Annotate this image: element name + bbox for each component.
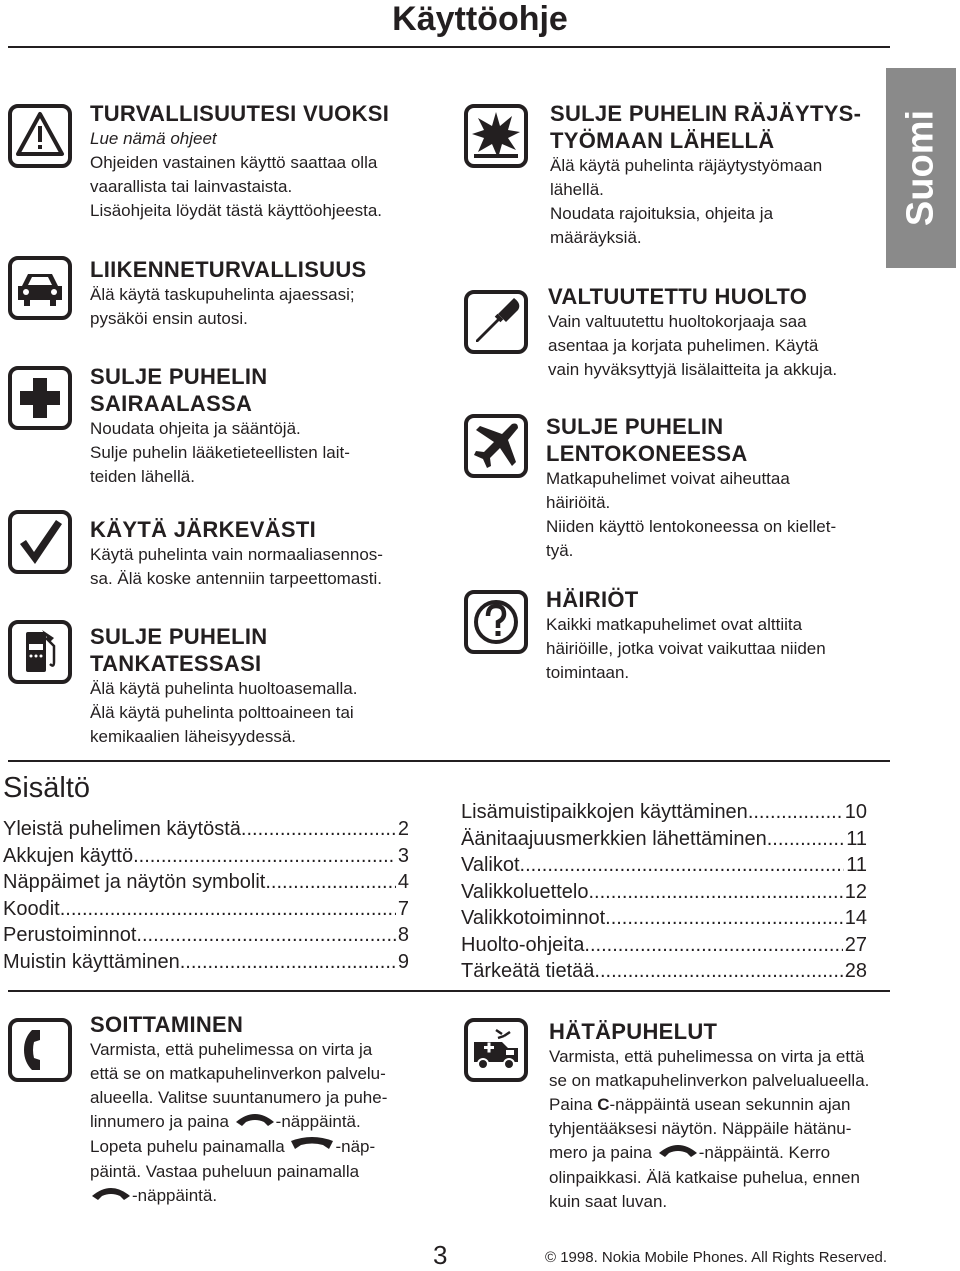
section-line: tyhjentääksesi näytön. Näppäile hätänu- <box>549 1119 852 1138</box>
toc-leader <box>594 958 842 985</box>
section-line: päintä. Vastaa puheluun painamalla <box>90 1162 360 1182</box>
section-line: teiden lähellä. <box>90 467 195 486</box>
contents-heading: Sisältö <box>3 772 91 804</box>
toc-entry[interactable] <box>461 879 867 906</box>
fuel-pump-icon <box>8 620 72 684</box>
section-emergency-calls <box>549 1018 889 1214</box>
toc-leader <box>584 932 842 959</box>
section-line: kuin saat luvan. <box>549 1192 668 1212</box>
section-heading: KÄYTÄ JÄRKEVÄSTI <box>90 517 317 542</box>
section-line: Ohjeiden vastainen käyttö saattaa olla <box>90 153 378 172</box>
toc-entry[interactable] <box>461 826 867 853</box>
toc-leader <box>241 816 396 843</box>
line-text: -näppäintä. Kerro <box>698 1143 831 1162</box>
section-line: toimintaan. <box>546 663 630 682</box>
toc-label: Akkujen käyttö <box>3 844 134 867</box>
toc-label: Valikot <box>461 854 520 876</box>
phone-handset-icon <box>8 1018 72 1082</box>
toc-leader <box>180 949 396 976</box>
toc-label: Tärkeätä tietää <box>461 960 595 982</box>
section-line: häiriöille, jotka voivat vaikuttaa niiden <box>546 639 826 658</box>
section-service <box>548 283 888 382</box>
toc-entry[interactable] <box>3 869 409 896</box>
c-key-label: C <box>597 1095 610 1114</box>
call-key-icon <box>657 1141 699 1166</box>
toc-label: Perustoiminnot <box>3 924 137 946</box>
section-heading-2: TYÖMAAN LÄHELLÄ <box>550 128 775 153</box>
section-heading-2: TANKATESSASI <box>90 651 262 676</box>
section-line: Sulje puhelin lääketieteellisten lait- <box>90 443 350 462</box>
toc-label: Valikkoluettelo <box>461 880 589 903</box>
toc-leader <box>588 879 842 906</box>
section-line: Vain valtuutettu huoltokorjaaja saa <box>548 312 807 331</box>
section-line: Noudata rajoituksia, ohjeita ja <box>550 204 774 223</box>
toc-page: 3 <box>397 844 409 867</box>
toc-label: Lisämuistipaikkojen käyttäminen <box>461 801 748 823</box>
airplane-icon <box>464 414 528 478</box>
section-heading: SULJE PUHELIN RÄJÄYTYS- <box>550 101 862 126</box>
toc-page: 4 <box>397 871 409 893</box>
section-use-sensibly <box>90 516 440 591</box>
section-line: häiriöitä. <box>546 493 611 512</box>
language-tab-label: Suomi <box>899 109 942 227</box>
toc-entry[interactable] <box>3 843 409 870</box>
car-icon <box>8 256 72 320</box>
section-aircraft <box>546 413 886 563</box>
toc-page: 28 <box>844 960 867 982</box>
toc-entry[interactable] <box>461 905 867 932</box>
checkmark-icon <box>8 510 72 574</box>
toc-page: 11 <box>846 827 867 850</box>
question-mark-icon <box>464 590 528 654</box>
section-line: Matkapuhelimet voivat aiheuttaa <box>546 469 790 488</box>
line-text: Paina <box>549 1095 598 1114</box>
toc-page: 12 <box>844 880 867 903</box>
section-traffic <box>90 256 440 331</box>
toc-page: 8 <box>397 924 409 946</box>
toc-leader <box>520 852 845 879</box>
line-text: linnumero ja paina <box>90 1112 229 1131</box>
section-line: asentaa ja korjata puhelimen. Käytä <box>548 336 819 355</box>
explosion-icon <box>464 104 528 168</box>
top-rule <box>8 46 890 48</box>
section-line <box>90 1184 430 1209</box>
section-line: Varmista, että puhelimessa on virta ja että <box>549 1047 865 1066</box>
section-line: se on matkapuhelinverkon palvelualueella. <box>549 1071 870 1090</box>
section-line: Noudata ohjeita ja sääntöjä. <box>90 419 301 438</box>
section-line: alueella. Valitse suuntanumero ja puhe- <box>90 1088 388 1107</box>
section-line: määräyksiä. <box>550 228 642 247</box>
section-heading-2: LENTOKONEESSA <box>546 441 748 466</box>
section-heading: TURVALLISUUTESI VUOKSI <box>90 101 390 126</box>
section-calling <box>90 1011 430 1209</box>
toc-page: 11 <box>846 854 867 876</box>
section-heading: HÄIRIÖT <box>546 587 639 612</box>
toc-leader <box>265 869 396 896</box>
toc-entry[interactable] <box>461 799 867 826</box>
call-key-icon <box>90 1184 132 1209</box>
contents-right-list <box>461 799 867 985</box>
section-line: Niiden käyttö lentokoneessa on kiellet- <box>546 517 837 536</box>
call-key-icon <box>234 1110 276 1135</box>
toc-entry[interactable] <box>3 816 409 843</box>
toc-entry[interactable] <box>3 896 409 923</box>
section-line: Varmista, että puhelimessa on virta ja <box>90 1040 373 1059</box>
toc-page: 14 <box>844 907 867 929</box>
toc-page: 7 <box>397 897 409 920</box>
toc-leader <box>767 826 845 853</box>
line-text: mero ja paina <box>549 1143 653 1162</box>
toc-leader <box>748 799 843 826</box>
section-heading: SULJE PUHELIN <box>90 364 268 389</box>
toc-entry[interactable] <box>461 932 867 959</box>
section-line: Älä käytä puhelinta huoltoasemalla. <box>90 679 358 698</box>
section-line: pysäköi ensin autosi. <box>90 309 248 328</box>
section-line: Älä käytä puhelinta räjäytystyömaan <box>550 156 823 175</box>
toc-label: Koodit <box>3 897 60 920</box>
toc-label: Yleistä puhelimen käytöstä <box>3 818 241 840</box>
toc-page: 9 <box>397 950 409 973</box>
section-line <box>90 1110 430 1135</box>
section-line: sa. Älä koske antenniin tarpeettomasti. <box>90 569 382 588</box>
section-interference <box>546 586 886 685</box>
section-heading: SULJE PUHELIN <box>546 414 724 439</box>
toc-label: Muistin käyttäminen <box>3 950 180 973</box>
toc-leader <box>605 905 843 932</box>
bottom-rule <box>8 990 890 992</box>
toc-label: Huolto-ohjeita <box>461 933 585 956</box>
toc-leader <box>133 843 396 870</box>
section-blasting <box>550 100 880 250</box>
copyright-notice: © 1998. Nokia Mobile Phones. All Rights Reserved. <box>545 1249 888 1266</box>
section-line: lähellä. <box>550 180 604 199</box>
section-safety <box>90 100 440 223</box>
line-text: -näppäintä. <box>132 1186 218 1206</box>
line-text: Lopeta puhelu painamalla <box>90 1137 285 1157</box>
page-title: Käyttöohje <box>392 0 568 38</box>
toc-leader <box>136 922 395 949</box>
section-heading: VALTUUTETTU HUOLTO <box>548 284 808 309</box>
contents-rule <box>8 760 890 762</box>
section-line: Älä käytä taskupuhelinta ajaessasi; <box>90 285 355 304</box>
section-line: Lisäohjeita löydät tästä käyttöohjeesta. <box>90 201 383 220</box>
line-text: -näppäintä. <box>275 1112 361 1131</box>
toc-page: 27 <box>844 933 867 956</box>
section-line: Käytä puhelinta vain normaaliasennos- <box>90 545 383 564</box>
toc-entry[interactable] <box>461 852 867 879</box>
section-line: Älä käytä puhelinta polttoaineen tai <box>90 703 354 722</box>
screwdriver-icon <box>464 290 528 354</box>
section-hospital <box>90 363 440 489</box>
section-heading: SULJE PUHELIN <box>90 624 268 649</box>
contents-left-list <box>3 816 409 975</box>
toc-label: Valikkotoiminnot <box>461 907 606 929</box>
toc-page: 2 <box>397 818 409 840</box>
section-line <box>549 1141 889 1166</box>
section-refuelling <box>90 623 440 749</box>
section-line: Lue nämä ohjeet <box>90 129 217 148</box>
section-line: Kaikki matkapuhelimet ovat alttiita <box>546 615 803 634</box>
section-heading: SOITTAMINEN <box>90 1012 244 1037</box>
toc-entry[interactable] <box>3 922 409 949</box>
toc-label: Näppäimet ja näytön symbolit <box>3 871 266 893</box>
toc-leader <box>60 896 396 923</box>
section-heading-2: SAIRAALASSA <box>90 391 253 416</box>
section-line: tyä. <box>546 541 574 560</box>
section-line: vaarallista tai lainvastaista. <box>90 177 293 196</box>
toc-entry[interactable] <box>3 949 409 976</box>
ambulance-icon <box>464 1018 528 1082</box>
section-line: vain hyväksyttyjä lisälaitteita ja akkuja. <box>548 360 838 379</box>
section-line <box>549 1093 889 1117</box>
section-heading: HÄTÄPUHELUT <box>549 1019 718 1044</box>
toc-entry[interactable] <box>461 958 867 985</box>
medical-cross-icon <box>8 366 72 430</box>
section-line <box>90 1135 430 1160</box>
section-line: kemikaalien läheisyydessä. <box>90 727 296 746</box>
warning-icon <box>8 104 72 168</box>
page-number: 3 <box>433 1240 448 1270</box>
section-line: että se on matkapuhelinverkon palvelu- <box>90 1064 386 1083</box>
toc-label: Äänitaajuusmerkkien lähettäminen <box>461 827 767 850</box>
section-heading: LIIKENNETURVALLISUUS <box>90 257 367 282</box>
line-text: -näp- <box>335 1137 376 1157</box>
line-text: -näppäintä usean sekunnin ajan <box>609 1095 851 1114</box>
section-line: olinpaikkasi. Älä katkaise puhelua, ennen <box>549 1168 860 1188</box>
end-key-icon <box>289 1135 335 1160</box>
language-tab <box>886 68 956 268</box>
toc-page: 10 <box>844 801 867 823</box>
